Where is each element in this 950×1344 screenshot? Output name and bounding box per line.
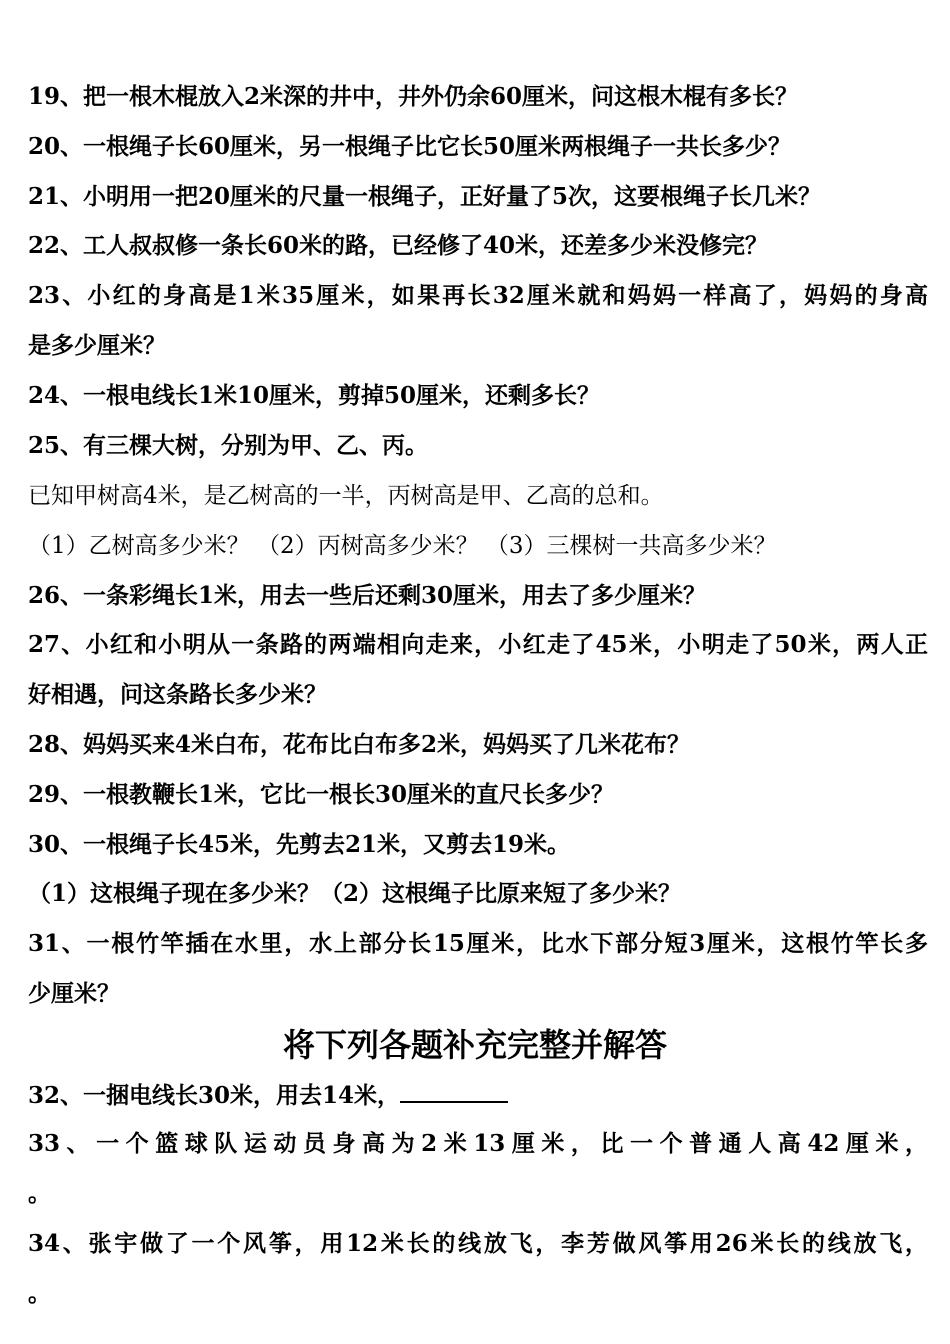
question-26: 26、一条彩绳长1米，用去一些后还剩30厘米，用去了多少厘米？: [28, 582, 707, 609]
question-21: 21、小明用一把20厘米的尺量一根绳子，正好量了5次，这要根绳子长几米？: [28, 183, 822, 210]
section-title: 将下列各题补充完整并解答: [282, 1026, 667, 1064]
question-33-line2: 。: [28, 1180, 51, 1207]
question-19: 19、把一根木棍放入2米深的井中，井外仍余60厘米，问这根木棍有多长？: [28, 83, 799, 110]
question-34-line2: 。: [28, 1280, 51, 1307]
question-22: 22、工人叔叔修一条长60米的路，已经修了40米，还差多少米没修完？: [28, 232, 769, 259]
question-29: 29、一根教鞭长1米，它比一根长30厘米的直尺长多少？: [28, 781, 615, 808]
question-23-line2: 是多少厘米？: [28, 332, 166, 359]
question-28: 28、妈妈买来4米白布，花布比白布多2米，妈妈买了几米花布？: [28, 731, 691, 758]
question-33-line1: 33、一个篮球队运动员身高为2米13厘米，比一个普通人高42厘米，: [28, 1130, 928, 1157]
question-30-subquestions: （1）这根绳子现在多少米？（2）这根绳子比原来短了多少米？: [28, 880, 682, 907]
answer-blank[interactable]: [400, 1079, 508, 1103]
question-32: [28, 1079, 928, 1111]
question-31-line1: 31、一根竹竿插在水里，水上部分长15厘米，比水下部分短3厘米，这根竹竿长多: [28, 930, 928, 957]
question-34-line1: 34、张宇做了一个风筝，用12米长的线放飞，李芳做风筝用26米长的线放飞，: [28, 1230, 928, 1257]
question-20: 20、一根绳子长60厘米，另一根绳子比它长50厘米两根绳子一共长多少？: [28, 133, 792, 160]
question-31-line2: 少厘米？: [28, 980, 120, 1007]
question-30-line1: 30、一根绳子长45米，先剪去21米，又剪去19米。: [28, 831, 571, 858]
question-24: 24、一根电线长1米10厘米，剪掉50厘米，还剩多长？: [28, 382, 601, 409]
question-25-line2: 已知甲树高4米，是乙树高的一半，丙树高是甲、乙高的总和。: [28, 483, 664, 509]
question-27-line2: 好相遇，问这条路长多少米？: [28, 681, 327, 708]
question-27-line1: 27、小红和小明从一条路的两端相向走来，小红走了45米，小明走了50米，两人正: [28, 631, 928, 658]
question-25-line1: 25、有三棵大树，分别为甲、乙、丙。: [28, 432, 429, 459]
question-32-text: 32、一捆电线长30米，用去14米，: [28, 1082, 401, 1109]
question-23-line1: 23、小红的身高是1米35厘米，如果再长32厘米就和妈妈一样高了，妈妈的身高: [28, 282, 928, 309]
question-25-subquestions: （1）乙树高多少米？ （2）丙树高多少米？ （3）三棵树一共高多少米？: [28, 533, 777, 559]
